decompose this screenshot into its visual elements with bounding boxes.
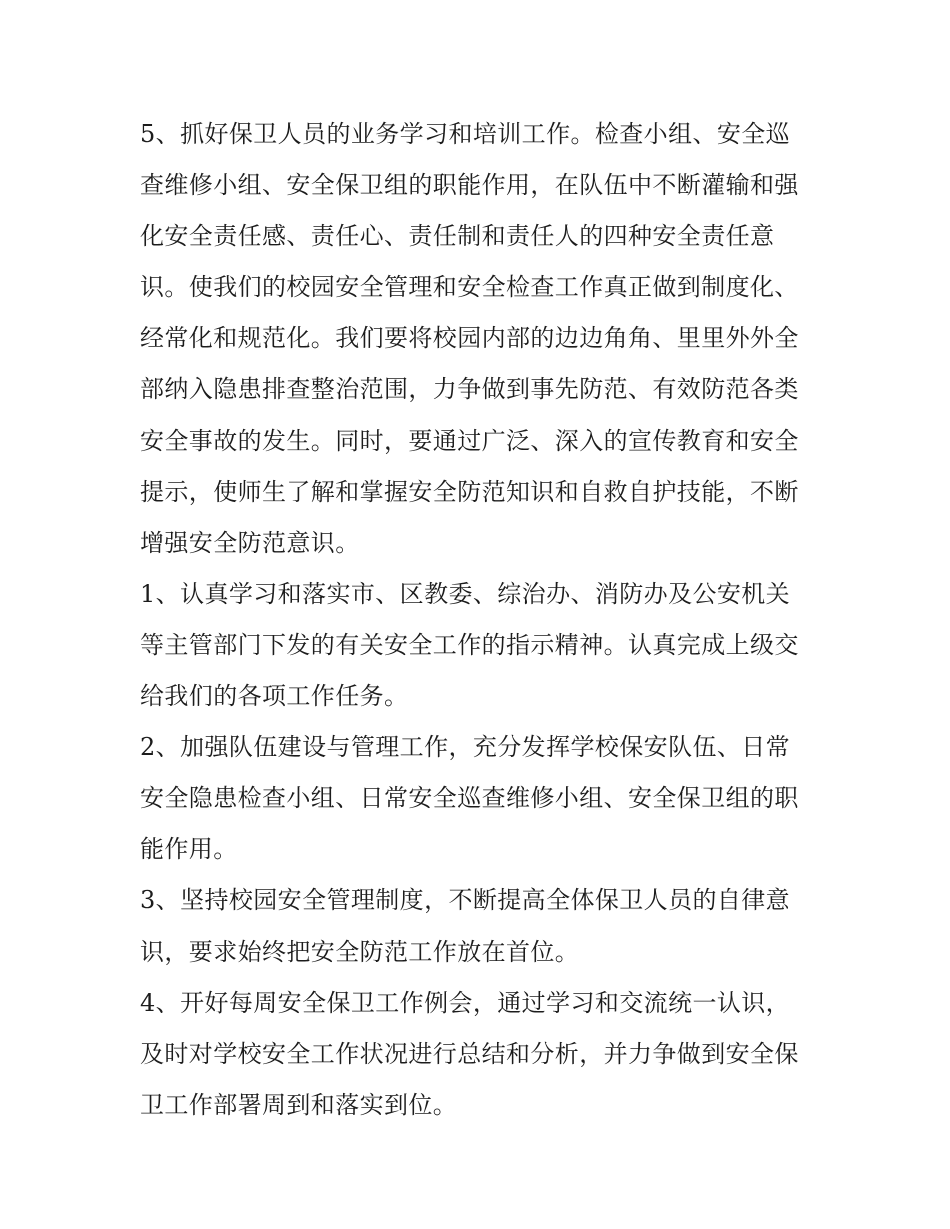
text-line: 安全事故的发生。同时，要通过广泛、深入的宣传教育和安全 bbox=[140, 426, 799, 455]
document-body bbox=[140, 109, 820, 1131]
text-line: 经常化和规范化。我们要将校园内部的边边角角、里里外外全 bbox=[140, 324, 799, 353]
text-line: 1、认真学习和落实市、区教委、综治办、消防办及公安机关 bbox=[140, 579, 791, 608]
text-line: 卫工作部署周到和落实到位。 bbox=[140, 1090, 458, 1119]
text-line: 及时对学校安全工作状况进行总结和分析，并力争做到安全保 bbox=[140, 1039, 799, 1068]
text-line: 能作用。 bbox=[140, 835, 238, 864]
paragraph-item-5 bbox=[140, 109, 820, 569]
text-line: 识，要求始终把安全防范工作放在首位。 bbox=[140, 937, 580, 966]
text-line: 给我们的各项工作任务。 bbox=[140, 682, 409, 711]
text-line: 查维修小组、安全保卫组的职能作用，在队伍中不断灌输和强 bbox=[140, 171, 799, 200]
text-line: 部纳入隐患排查整治范围，力争做到事先防范、有效防范各类 bbox=[140, 375, 799, 404]
text-line: 3、坚持校园安全管理制度，不断提高全体保卫人员的自律意 bbox=[140, 886, 791, 915]
text-line: 安全隐患检查小组、日常安全巡查维修小组、安全保卫组的职 bbox=[140, 784, 799, 813]
paragraph-item-2 bbox=[140, 722, 820, 875]
text-line: 4、开好每周安全保卫工作例会，通过学习和交流统一认识， bbox=[140, 988, 791, 1017]
paragraph-item-1 bbox=[140, 569, 820, 722]
paragraph-item-3 bbox=[140, 875, 820, 977]
text-line: 化安全责任感、责任心、责任制和责任人的四种安全责任意 bbox=[140, 222, 775, 251]
text-line: 2、加强队伍建设与管理工作，充分发挥学校保安队伍、日常 bbox=[140, 733, 791, 762]
paragraph-item-4 bbox=[140, 978, 820, 1131]
text-line: 等主管部门下发的有关安全工作的指示精神。认真完成上级交 bbox=[140, 630, 799, 659]
text-line: 增强安全防范意识。 bbox=[140, 528, 360, 557]
text-line: 提示，使师生了解和掌握安全防范知识和自救自护技能，不断 bbox=[140, 477, 799, 506]
text-line: 5、抓好保卫人员的业务学习和培训工作。检查小组、安全巡 bbox=[140, 120, 791, 148]
text-line: 识。使我们的校园安全管理和安全检查工作真正做到制度化、 bbox=[140, 273, 799, 302]
